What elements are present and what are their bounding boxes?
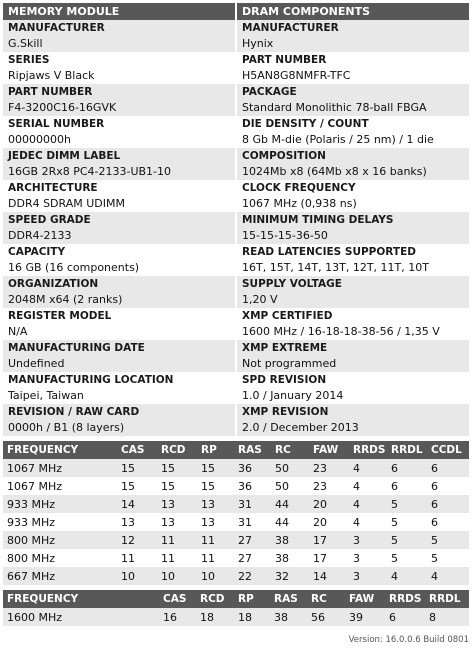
- table-cell: 5: [387, 513, 427, 531]
- field-value: N/A: [8, 325, 28, 338]
- module-field: [3, 52, 235, 84]
- column-header: CAS: [159, 590, 196, 608]
- column-header: RP: [197, 441, 234, 459]
- components-field: [237, 308, 469, 340]
- field-label: CLOCK FREQUENCY: [242, 182, 356, 194]
- table-cell: 56: [307, 608, 345, 626]
- table-cell: 6: [427, 495, 469, 513]
- table-cell: 10: [117, 567, 157, 585]
- field-label: SPEED GRADE: [8, 214, 91, 226]
- column-header: RRDL: [387, 441, 427, 459]
- table-cell: 933 MHz: [3, 513, 117, 531]
- field-value: 16GB 2Rx8 PC4-2133-UB1-10: [8, 165, 172, 178]
- table-cell: 5: [387, 549, 427, 567]
- table-cell: 4: [427, 567, 469, 585]
- components-field: [237, 180, 469, 212]
- table-cell: 32: [271, 567, 309, 585]
- table-cell: 38: [271, 531, 309, 549]
- spd-report: [3, 3, 469, 626]
- table-cell: 18: [234, 608, 270, 626]
- column-header: RAS: [270, 590, 307, 608]
- module-field: [3, 212, 235, 244]
- field-label: MANUFACTURING LOCATION: [8, 374, 174, 386]
- table-cell: 14: [309, 567, 349, 585]
- table-cell: 5: [387, 531, 427, 549]
- table-cell: 38: [270, 608, 307, 626]
- table-cell: 4: [387, 567, 427, 585]
- column-header: CCDL: [427, 441, 469, 459]
- table-cell: 4: [349, 495, 387, 513]
- table-cell: 27: [234, 531, 271, 549]
- field-value: 1,20 V: [242, 293, 278, 306]
- field-label: REGISTER MODEL: [8, 310, 112, 322]
- table-cell: 800 MHz: [3, 531, 117, 549]
- column-header: RAS: [234, 441, 271, 459]
- column-header: RRDS: [349, 441, 387, 459]
- table-row: [3, 477, 469, 495]
- table-cell: 1600 MHz: [3, 608, 159, 626]
- table-cell: 11: [117, 549, 157, 567]
- table-cell: 13: [197, 495, 234, 513]
- table-cell: 15: [117, 459, 157, 477]
- field-label: READ LATENCIES SUPPORTED: [242, 246, 416, 258]
- table-cell: 8: [425, 608, 469, 626]
- table-cell: 3: [349, 531, 387, 549]
- field-value: Standard Monolithic 78-ball FBGA: [242, 101, 427, 114]
- table-cell: 16: [159, 608, 196, 626]
- table-cell: 933 MHz: [3, 495, 117, 513]
- table-cell: 13: [157, 495, 197, 513]
- column-header: RP: [234, 590, 270, 608]
- table-cell: 11: [197, 531, 234, 549]
- table-cell: 13: [117, 513, 157, 531]
- table-cell: 39: [345, 608, 385, 626]
- table-cell: 50: [271, 459, 309, 477]
- table-cell: 5: [427, 531, 469, 549]
- field-value: DDR4-2133: [8, 229, 72, 242]
- field-label: PART NUMBER: [242, 54, 327, 66]
- field-label: MANUFACTURER: [8, 22, 105, 34]
- components-field: [237, 340, 469, 372]
- field-value: Undefined: [8, 357, 65, 370]
- field-label: COMPOSITION: [242, 150, 326, 162]
- jedec-header-row: [3, 441, 469, 459]
- field-label: XMP EXTREME: [242, 342, 328, 354]
- column-header: RCD: [157, 441, 197, 459]
- field-label: XMP CERTIFIED: [242, 310, 333, 322]
- column-header: CAS: [117, 441, 157, 459]
- table-cell: 4: [349, 477, 387, 495]
- xmp-header-row: [3, 590, 469, 608]
- table-cell: 23: [309, 477, 349, 495]
- module-field: [3, 84, 235, 116]
- table-cell: 6: [387, 477, 427, 495]
- field-value: 1600 MHz / 16-18-18-38-56 / 1,35 V: [242, 325, 440, 338]
- xmp-timing-table: [3, 590, 469, 626]
- module-field: [3, 340, 235, 372]
- field-label: ORGANIZATION: [8, 278, 99, 290]
- table-cell: 20: [309, 513, 349, 531]
- module-field: [3, 276, 235, 308]
- components-field: [237, 116, 469, 148]
- column-header: RRDL: [425, 590, 469, 608]
- field-label: MANUFACTURING DATE: [8, 342, 145, 354]
- components-field: [237, 276, 469, 308]
- table-cell: 5: [387, 495, 427, 513]
- table-cell: 6: [387, 459, 427, 477]
- column-header: RC: [271, 441, 309, 459]
- field-value: Taipei, Taiwan: [8, 389, 84, 402]
- field-label: PART NUMBER: [8, 86, 93, 98]
- table-cell: 15: [117, 477, 157, 495]
- table-cell: 6: [427, 477, 469, 495]
- field-label: REVISION / RAW CARD: [8, 406, 140, 418]
- table-cell: 17: [309, 531, 349, 549]
- field-label: JEDEC DIMM LABEL: [8, 150, 121, 162]
- table-cell: 15: [157, 459, 197, 477]
- table-cell: 667 MHz: [3, 567, 117, 585]
- field-value: G.Skill: [8, 37, 43, 50]
- field-label: MANUFACTURER: [242, 22, 339, 34]
- table-cell: 14: [117, 495, 157, 513]
- dram-components-column: [237, 3, 469, 436]
- table-cell: 31: [234, 513, 271, 531]
- table-cell: 12: [117, 531, 157, 549]
- column-header: FAW: [309, 441, 349, 459]
- components-field: [237, 20, 469, 52]
- table-cell: 10: [157, 567, 197, 585]
- table-cell: 13: [197, 513, 234, 531]
- field-value: Hynix: [242, 37, 274, 50]
- components-field: [237, 148, 469, 180]
- field-label: SUPPLY VOLTAGE: [242, 278, 342, 290]
- field-value: 00000000h: [8, 133, 71, 146]
- field-label: MINIMUM TIMING DELAYS: [242, 214, 394, 226]
- table-cell: 1067 MHz: [3, 477, 117, 495]
- jedec-timing-table: [3, 441, 469, 585]
- components-field: [237, 404, 469, 436]
- field-value: 1024Mb x8 (64Mb x8 x 16 banks): [242, 165, 427, 178]
- table-cell: 36: [234, 477, 271, 495]
- field-label: SPD REVISION: [242, 374, 327, 386]
- table-cell: 13: [157, 513, 197, 531]
- module-field: [3, 20, 235, 52]
- field-label: PACKAGE: [242, 86, 297, 98]
- table-row: [3, 608, 469, 626]
- field-value: 8 Gb M-die (Polaris / 25 nm) / 1 die: [242, 133, 434, 146]
- table-cell: 4: [349, 513, 387, 531]
- field-value: 2.0 / December 2013: [242, 421, 359, 434]
- module-field: [3, 148, 235, 180]
- field-value: Not programmed: [242, 357, 337, 370]
- table-cell: 50: [271, 477, 309, 495]
- version-label: Version: 16.0.0.6 Build 0801: [348, 635, 469, 645]
- table-cell: 27: [234, 549, 271, 567]
- table-cell: 11: [157, 531, 197, 549]
- table-row: [3, 495, 469, 513]
- field-value: H5AN8G8NMFR-TFC: [242, 69, 351, 82]
- column-header: RRDS: [385, 590, 425, 608]
- table-cell: 11: [157, 549, 197, 567]
- field-value: 1.0 / January 2014: [242, 389, 344, 402]
- table-cell: 31: [234, 495, 271, 513]
- table-cell: 20: [309, 495, 349, 513]
- table-cell: 6: [385, 608, 425, 626]
- field-value: 2048M x64 (2 ranks): [8, 293, 123, 306]
- field-label: ARCHITECTURE: [8, 182, 98, 194]
- field-label: XMP REVISION: [242, 406, 329, 418]
- field-label: SERIAL NUMBER: [8, 118, 105, 130]
- table-cell: 18: [196, 608, 234, 626]
- module-field: [3, 372, 235, 404]
- table-cell: 15: [157, 477, 197, 495]
- column-header: FAW: [345, 590, 385, 608]
- table-row: [3, 459, 469, 477]
- table-cell: 17: [309, 549, 349, 567]
- table-cell: 15: [197, 459, 234, 477]
- field-value: Ripjaws V Black: [8, 69, 95, 82]
- table-cell: 6: [427, 513, 469, 531]
- module-field: [3, 308, 235, 340]
- column-header: RCD: [196, 590, 234, 608]
- column-header: FREQUENCY: [3, 441, 117, 459]
- table-cell: 15: [197, 477, 234, 495]
- field-value: 0000h / B1 (8 layers): [8, 421, 125, 434]
- table-cell: 11: [197, 549, 234, 567]
- field-label: DIE DENSITY / COUNT: [242, 118, 369, 130]
- table-cell: 800 MHz: [3, 549, 117, 567]
- table-cell: 3: [349, 567, 387, 585]
- table-cell: 3: [349, 549, 387, 567]
- memory-module-header: MEMORY MODULE: [3, 3, 235, 20]
- table-cell: 4: [349, 459, 387, 477]
- table-cell: 36: [234, 459, 271, 477]
- table-cell: 38: [271, 549, 309, 567]
- components-field: [237, 372, 469, 404]
- module-field: [3, 180, 235, 212]
- components-field: [237, 244, 469, 276]
- table-cell: 22: [234, 567, 271, 585]
- column-header: RC: [307, 590, 345, 608]
- components-field: [237, 212, 469, 244]
- components-field: [237, 52, 469, 84]
- module-field: [3, 116, 235, 148]
- module-field: [3, 404, 235, 436]
- table-cell: 5: [427, 549, 469, 567]
- field-value: DDR4 SDRAM UDIMM: [8, 197, 125, 210]
- field-value: 16T, 15T, 14T, 13T, 12T, 11T, 10T: [242, 261, 429, 274]
- table-row: [3, 513, 469, 531]
- field-label: CAPACITY: [8, 246, 66, 258]
- module-field: [3, 244, 235, 276]
- field-value: 15-15-15-36-50: [242, 229, 328, 242]
- table-cell: 44: [271, 495, 309, 513]
- table-row: [3, 531, 469, 549]
- table-row: [3, 567, 469, 585]
- field-value: 1067 MHz (0,938 ns): [242, 197, 357, 210]
- table-cell: 1067 MHz: [3, 459, 117, 477]
- table-cell: 44: [271, 513, 309, 531]
- column-header: FREQUENCY: [3, 590, 159, 608]
- spd-info-panel: [3, 3, 469, 436]
- table-cell: 23: [309, 459, 349, 477]
- components-field: [237, 84, 469, 116]
- dram-components-header: DRAM COMPONENTS: [237, 3, 469, 20]
- table-cell: 6: [427, 459, 469, 477]
- table-cell: 10: [197, 567, 234, 585]
- memory-module-column: [3, 3, 235, 436]
- field-label: SERIES: [8, 54, 50, 66]
- table-row: [3, 549, 469, 567]
- field-value: 16 GB (16 components): [8, 261, 140, 274]
- field-value: F4-3200C16-16GVK: [8, 101, 117, 114]
